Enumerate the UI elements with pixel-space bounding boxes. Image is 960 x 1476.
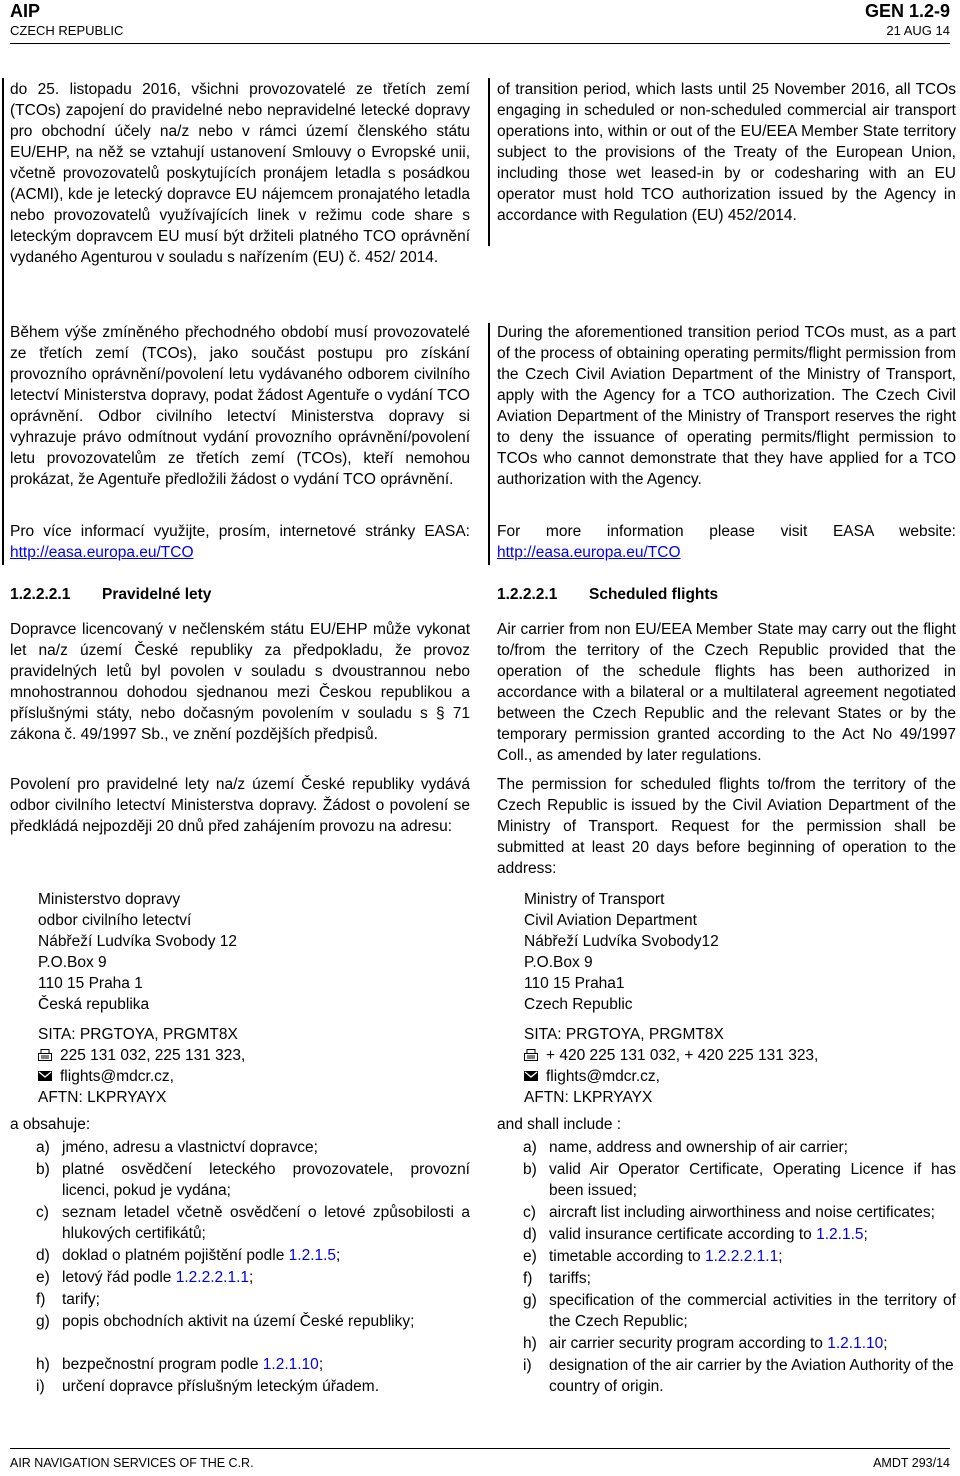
cz-list-item (10, 1311, 470, 1332)
en-section-heading (497, 586, 718, 604)
cz-paragraph-3 (10, 521, 470, 563)
cz-easa-text: Pro více informací využijte, prosím, internetové stránky EASA: (10, 523, 470, 540)
cz-ref-link[interactable]: 1.2.1.5 (288, 1247, 337, 1264)
footer-left: AIR NAVIGATION SERVICES OF THE C.R. (10, 1456, 254, 1470)
en-address-line: Ministry of Transport (524, 891, 665, 908)
en-item-text: tariffs; (549, 1270, 591, 1287)
cz-item-label: i) (36, 1378, 45, 1395)
en-section-title: Scheduled flights (589, 586, 719, 603)
cz-list-item (10, 1202, 470, 1244)
en-easa-text: For more information please visit EASA website: (497, 523, 956, 540)
en-item-label: b) (523, 1161, 537, 1178)
en-item-text: valid insurance certificate according to (549, 1226, 817, 1243)
fax-icon (38, 1049, 52, 1061)
en-item-text: timetable according to (549, 1248, 705, 1265)
header-right-title: GEN 1.2-9 (864, 1, 950, 21)
cz-paragraph-5: Povolení pro pravidelné lety na/z území České republiky vydává odbor civilního letectví Ministerstva dopravy. Žádost o povolení se předkládá nejpozději 20 dnů před zahájením provozu na adresu: (10, 776, 470, 835)
cz-paragraph-4: Dopravce licencovaný v nečlenském státu EU/EHP může vykonat let na/z území České republiky za předpokladu, že provoz pravidelných letů byl povolen v souladu s dvoustrannou nebo mnohostrannou dohodou sjednanou mezi Českou republikou a příslušnými státy, nebo dočasným povolením v souladu s § 71 zákona č. 49/1997 Sb., ve znění pozdějších předpisů. (10, 621, 470, 743)
en-ref-link[interactable]: 1.2.2.2.1.1 (704, 1248, 779, 1265)
en-paragraph-1: of transition period, which lasts until 25 November 2016, all TCOs engaging in scheduled or non-scheduled commercial air transport operations into, within or out of the EU/EEA Member State territory subject to the provisions of the Treaty of the European Union, including those wet leased-in by or codesharing with an EU operator must hold TCO authorization issued by the Agency in accordance with Regulation (EU) 452/2014. (497, 81, 956, 224)
en-address-block (524, 889, 719, 1015)
cz-section-heading (10, 586, 211, 604)
cz-item-text: bezpečnostní program podle (62, 1356, 263, 1373)
cz-item-tail: ; (318, 1356, 324, 1373)
en-item-tail: ; (778, 1248, 783, 1265)
en-paragraph-5: The permission for scheduled flights to/from the territory of the Czech Republic is issued by the Civil Aviation Department of the Ministry of Transport. Request for the permission shall be submitted at least 20 days before beginning of operation to the address: (497, 776, 956, 877)
en-contact-block (524, 1024, 818, 1108)
en-email-row (524, 1066, 818, 1087)
cz-phone-row (38, 1045, 245, 1066)
cz-item-label: c) (36, 1204, 49, 1221)
header-right-date: 21 AUG 14 (886, 23, 950, 38)
en-sita: SITA: PRGTOYA, PRGMT8X (524, 1026, 724, 1043)
en-requirements-list (497, 1137, 956, 1398)
en-item-text: aircraft list including airworthiness and noise certificates; (549, 1204, 935, 1221)
cz-list-item (10, 1354, 470, 1375)
en-paragraph-2: During the aforementioned transition period TCOs must, as a part of the process of obtaining operating permits/flight permission from the Czech Civil Aviation Department of the Ministry of Transport, apply with the Agency for a TCO authorization. The Czech Civil Aviation Department of the Ministry of Transport reserves the right to deny the issuance of operating permits/flight permission to TCOs who cannot demonstrate that they have applied for a TCO authorization with the Agency. (497, 324, 956, 488)
en-list-item (497, 1355, 956, 1397)
header-rule (10, 43, 950, 44)
cz-email[interactable]: flights@mdcr.cz, (60, 1068, 174, 1085)
cz-address-line: odbor civilního letectví (38, 912, 192, 929)
header-left-title: AIP (10, 1, 41, 21)
footer-right: AMDT 293/14 (873, 1456, 950, 1470)
cz-phone: 225 131 032, 225 131 323, (60, 1047, 246, 1064)
cz-item-text: určení dopravce příslušným leteckým úřadem. (62, 1378, 380, 1395)
cz-address-line: P.O.Box 9 (38, 954, 107, 971)
cz-item-text: doklad o platném pojištění podle (62, 1247, 289, 1264)
change-bar-left (2, 78, 4, 565)
mail-icon (524, 1070, 538, 1082)
en-address-line: P.O.Box 9 (524, 954, 593, 971)
footer-rule (10, 1448, 950, 1449)
cz-aftn: AFTN: LKPRYAYX (38, 1089, 167, 1106)
en-phone-row (524, 1045, 818, 1066)
en-item-tail: ; (883, 1335, 888, 1352)
en-item-label: a) (523, 1139, 537, 1156)
cz-contains-label: a obsahuje: (10, 1116, 91, 1133)
cz-item-label: e) (36, 1269, 50, 1286)
cz-easa-link[interactable]: http://easa.europa.eu/TCO (10, 544, 194, 561)
cz-paragraph-2: Během výše zmíněného přechodného období musí provozovatelé ze třetích zemí (TCOs), jako součást postupu pro získání provozního oprávnění/povolení letu vydávaného odborem civilního letectví Ministerstva dopravy, podat žádost Agentuře o vydání TCO oprávnění. Odbor civilního letectví Ministerstva dopravy si vyhrazuje právo odmítnout vydání provozního oprávnění/povolení letu provozovatelům ze třetích zemí (TCOs), kteří nemohou prokázat, že Agentuře předložili žádost o vydání TCO oprávnění. (10, 324, 470, 488)
en-item-label: e) (523, 1248, 537, 1265)
cz-item-tail: ; (249, 1269, 254, 1286)
cz-paragraph-1: do 25. listopadu 2016, všichni provozovatelé ze třetích zemí (TCOs) zapojení do pravidelné nebo nepravidelné letecké dopravy pro obchodní účely na/z nebo v rámci území členského státu EU/EHP, na něž se vztahují ustanovení Smlouvy o Evropské unii, včetně provozovatelů poskytujících pronájem letadla s posádkou (ACMI), kde je letecký dopravce EU nájemcem pronajatého letadla nebo provozovatelů využívajících linek v režimu code share s leteckým dopravcem EU musí být držiteli platného TCO oprávnění vydaného Agenturou v souladu s nařízením (EU) č. 452/ 2014. (10, 81, 470, 266)
en-paragraph-3 (497, 521, 956, 563)
cz-address-line: Nábřeží Ludvíka Svobody 12 (38, 933, 238, 950)
cz-ref-link[interactable]: 1.2.1.10 (262, 1356, 319, 1373)
en-list-item (497, 1268, 956, 1289)
en-address-line: 110 15 Praha1 (524, 975, 625, 992)
en-address-line: Civil Aviation Department (524, 912, 697, 929)
cz-requirements-list (10, 1137, 470, 1398)
en-section-number: 1.2.2.2.1 (497, 586, 558, 603)
en-ref-link[interactable]: 1.2.1.10 (827, 1335, 884, 1352)
cz-address-line: Česká republika (38, 996, 150, 1013)
en-aftn: AFTN: LKPRYAYX (524, 1089, 653, 1106)
en-item-label: c) (523, 1204, 536, 1221)
cz-address-line: Ministerstvo dopravy (38, 891, 181, 908)
en-address-line: Nábřeží Ludvíka Svobody12 (524, 933, 719, 950)
en-email[interactable]: flights@mdcr.cz, (546, 1068, 660, 1085)
cz-section-title: Pravidelné lety (102, 586, 212, 603)
en-list-item (497, 1137, 956, 1158)
cz-list-item (10, 1137, 470, 1158)
en-item-text: air carrier security program according to (549, 1335, 828, 1352)
cz-ref-link[interactable]: 1.2.2.2.1.1 (175, 1269, 250, 1286)
cz-list-item (10, 1289, 470, 1310)
en-item-label: h) (523, 1335, 537, 1352)
cz-list-item (10, 1267, 470, 1288)
en-item-label: f) (523, 1270, 533, 1287)
fax-icon (524, 1049, 538, 1061)
header-left-subtitle: CZECH REPUBLIC (10, 23, 124, 38)
cz-item-label: d) (36, 1247, 50, 1264)
en-address-line: Czech Republic (524, 996, 633, 1013)
cz-item-text: jméno, adresu a vlastnictví dopravce; (62, 1139, 318, 1156)
en-item-text: name, address and ownership of air carrier; (549, 1139, 848, 1156)
cz-address-block (38, 889, 237, 1015)
cz-item-label: a) (36, 1139, 50, 1156)
en-list-item (497, 1290, 956, 1332)
en-item-label: d) (523, 1226, 537, 1243)
cz-section-number: 1.2.2.2.1 (10, 586, 71, 603)
cz-address-line: 110 15 Praha 1 (38, 975, 143, 992)
cz-item-label: h) (36, 1356, 50, 1373)
en-list-item (497, 1246, 956, 1267)
en-item-label: g) (523, 1292, 537, 1309)
cz-item-text: popis obchodních aktivit na území České republiky; (62, 1313, 415, 1330)
en-list-item (497, 1159, 956, 1201)
en-contains-label: and shall include : (497, 1116, 622, 1133)
cz-list-item (10, 1245, 470, 1266)
change-bar-middle-bottom (488, 323, 490, 565)
cz-item-label: b) (36, 1161, 50, 1178)
cz-sita: SITA: PRGTOYA, PRGMT8X (38, 1026, 238, 1043)
cz-list-item (10, 1159, 470, 1201)
en-item-text: valid Air Operator Certificate, Operating Licence if has been issued; (549, 1161, 956, 1199)
cz-item-tail: ; (336, 1247, 341, 1264)
en-list-item (497, 1224, 956, 1245)
en-ref-link[interactable]: 1.2.1.5 (816, 1226, 864, 1243)
en-list-item (497, 1333, 956, 1354)
mail-icon (38, 1070, 52, 1082)
cz-item-text: letový řád podle (62, 1269, 176, 1286)
cz-item-text: tarify; (62, 1291, 100, 1308)
cz-contact-block (38, 1024, 245, 1108)
en-list-item (497, 1202, 956, 1223)
en-easa-link[interactable]: http://easa.europa.eu/TCO (497, 544, 681, 561)
cz-list-item (10, 1376, 470, 1397)
en-item-text: specification of the commercial activities in the territory of the Czech Republic; (549, 1292, 956, 1330)
cz-item-text: platné osvědčení leteckého provozovatele, provozní licenci, pokud je vydána; (62, 1161, 470, 1199)
change-bar-middle-top (488, 78, 490, 246)
en-phone: + 420 225 131 032, + 420 225 131 323, (546, 1047, 819, 1064)
en-item-tail: ; (863, 1226, 868, 1243)
cz-item-text: seznam letadel včetně osvědčení o letové způsobilosti a hlukových certifikátů; (62, 1204, 470, 1242)
en-item-text: designation of the air carrier by the Aviation Authority of the country of origin. (549, 1357, 954, 1395)
cz-item-label: f) (36, 1291, 46, 1308)
en-paragraph-4: Air carrier from non EU/EEA Member State may carry out the flight to/from the territory of the Czech Republic provided that the operation of the schedule flights has been authorized in accordance with a bilateral or a multilateral agreement negotiated between the Czech Republic and the relevant States or by the temporary permission granted according to the Act No 49/1997 Coll., as amended by later regulations. (497, 621, 956, 764)
cz-email-row (38, 1066, 245, 1087)
en-item-label: i) (523, 1357, 532, 1374)
cz-item-label: g) (36, 1313, 50, 1330)
